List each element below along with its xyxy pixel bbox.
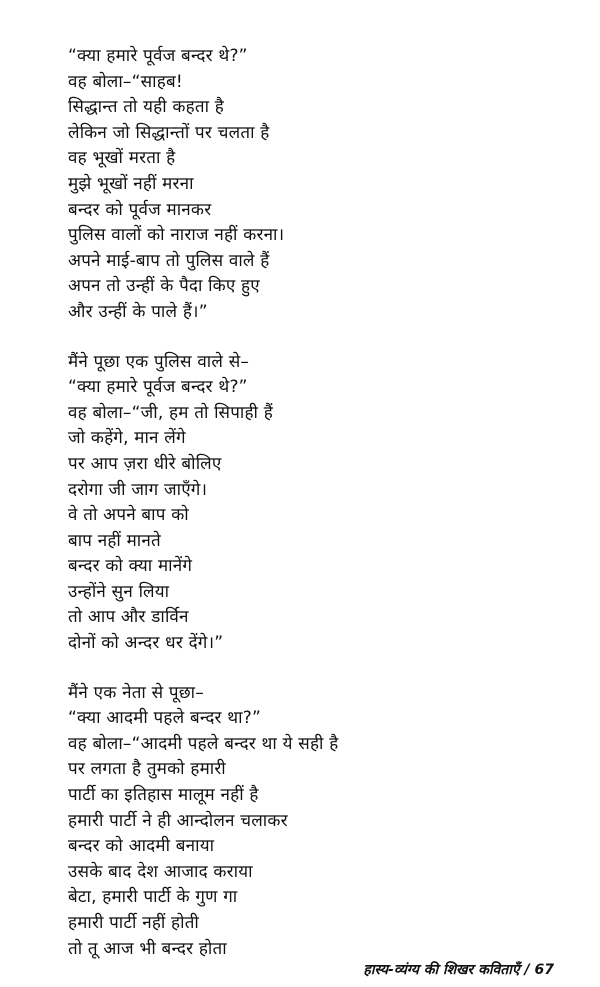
poem-line: बेटा, हमारी पार्टी के गुण गा <box>68 887 238 908</box>
poem-line: हमारी पार्टी ने ही आन्दोलन चलाकर <box>68 810 288 831</box>
poem-line: दोनों को अन्दर धर देंगे।” <box>68 633 224 654</box>
page-footer: हास्य-व्यंग्य की शिखर कविताएँ / 67 <box>363 962 554 978</box>
poem-line: बाप नहीं मानते <box>68 530 161 551</box>
stanza-2 <box>68 350 568 657</box>
poem-line: लेकिन जो सिद्धान्तों पर चलता है <box>68 122 270 143</box>
poem-line: पर लगता है तुमको हमारी <box>68 759 226 780</box>
poem-line: मैंने पूछा एक पुलिस वाले से– <box>68 351 250 372</box>
poem-line: तो आप और डार्विन <box>68 607 189 628</box>
poem-line: पार्टी का इतिहास मालूम नहीं है <box>68 785 259 806</box>
poem-line: दरोगा जी जाग जाएँगे। <box>68 479 208 500</box>
poem-line: अपने माई-बाप तो पुलिस वाले हैं <box>68 250 270 271</box>
poem-line: पुलिस वालों को नाराज नहीं करना। <box>68 225 285 246</box>
stanza-3 <box>68 681 568 963</box>
poem-line: बन्दर को क्या मानेंगे <box>68 556 193 577</box>
poem-line: वह बोला–“आदमी पहले बन्दर था ये सही है <box>68 733 339 754</box>
poem-body <box>68 44 568 962</box>
poem-line: सिद्धान्त तो यही कहता है <box>68 97 225 118</box>
poem-line: वह बोला–“साहब! <box>68 71 183 92</box>
poem-line: वे तो अपने बाप को <box>68 505 189 526</box>
poem-line: तो तू आज भी बन्दर होता <box>68 938 227 959</box>
poem-line: बन्दर को पूर्वज मानकर <box>68 199 212 220</box>
poem-line: उसके बाद देश आजाद कराया <box>68 861 253 882</box>
poem-line: वह भूखों मरता है <box>68 148 176 169</box>
poem-line: “क्या हमारे पूर्वज बन्दर थे?” <box>68 377 248 398</box>
poem-line: बन्दर को आदमी बनाया <box>68 836 215 857</box>
poem-line: हमारी पार्टी नहीं होती <box>68 913 199 933</box>
poem-line: उन्होंने सुन लिया <box>68 581 170 602</box>
poem-line: मुझे भूखों नहीं मरना <box>68 173 194 194</box>
poem-line: मैंने एक नेता से पूछा– <box>68 682 204 703</box>
poem-line: “क्या हमारे पूर्वज बन्दर थे?” <box>68 46 248 66</box>
poem-line: वह बोला–“जी, हम तो सिपाही हैं <box>68 402 273 423</box>
poem-line: “क्या आदमी पहले बन्दर था?” <box>68 708 261 729</box>
poem-line: अपन तो उन्हीं के पैदा किए हुए <box>68 276 260 297</box>
poem-line: जो कहेंगे, मान लेंगे <box>68 428 186 449</box>
poem-line: पर आप ज़रा धीरे बोलिए <box>68 453 222 474</box>
poem-line: और उन्हीं के पाले हैं।” <box>68 301 208 322</box>
stanza-1 <box>68 44 568 326</box>
